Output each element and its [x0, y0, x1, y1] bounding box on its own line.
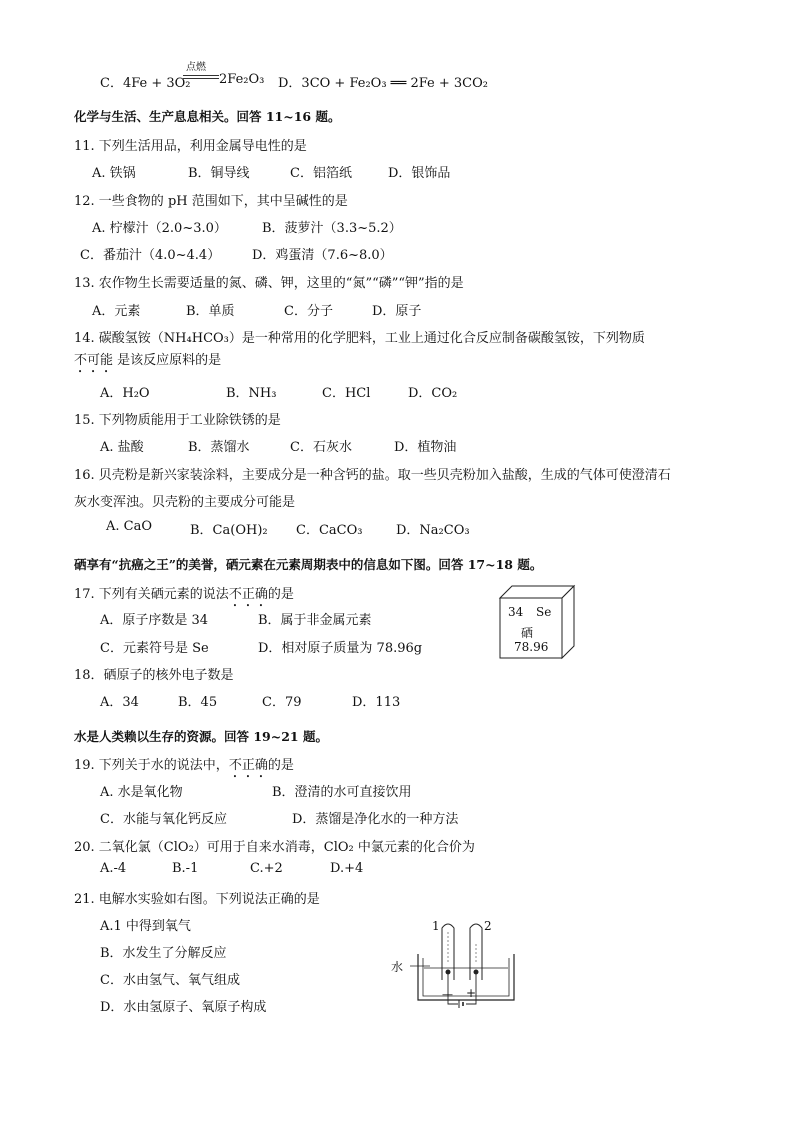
- tube-1-label: 1: [432, 919, 440, 933]
- question-15-option-a: A. 盐酸: [100, 440, 144, 455]
- question-14-stem-line1: 14. 碳酸氢铵（NH₄HCO₃）是一种常用的化学肥料，工业上通过化合反应制备碳酸氢铵，下列物质: [74, 331, 645, 346]
- question-19-stem-c: 的是: [267, 758, 294, 773]
- tube-2-label: 2: [484, 919, 492, 933]
- question-21-stem: 21. 电解水实验如右图。下列说法正确的是: [74, 892, 320, 907]
- question-12-option-a: A. 柠檬汁（2.0~3.0）: [92, 221, 227, 236]
- equation-c-products: 2Fe₂O₃: [219, 72, 265, 87]
- question-15-stem: 15. 下列物质能用于工业除铁锈的是: [74, 413, 281, 428]
- question-20-option-d: D.+4: [330, 861, 364, 876]
- question-19-stem-a: 19. 下列关于水的说法中，: [74, 758, 229, 773]
- question-21-option-b: B．水发生了分解反应: [100, 946, 227, 961]
- question-16-option-c: C．CaCO₃: [296, 523, 363, 538]
- question-16-stem-line1: 16. 贝壳粉是新兴家装涂料，主要成分是一种含钙的盐。取一些贝壳粉加入盐酸，生成的气体可使澄清石: [74, 468, 671, 483]
- question-18-option-a: A．34: [100, 695, 139, 710]
- question-15-option-c: C．石灰水: [290, 440, 352, 455]
- question-18-option-d: D．113: [352, 695, 401, 710]
- question-18-option-c: C．79: [262, 695, 302, 710]
- question-16-stem-line2: 灰水变浑浊。贝壳粉的主要成分可能是: [74, 495, 296, 510]
- question-20-option-c: C.+2: [250, 861, 283, 876]
- question-17-stem-a: 17. 下列有关硒元素的说法: [74, 587, 229, 602]
- plus-label: +: [466, 986, 477, 1000]
- question-13-option-a: A．元素: [92, 304, 141, 319]
- question-11-option-a: A. 铁锅: [92, 166, 136, 181]
- question-16-option-d: D．Na₂CO₃: [396, 523, 470, 538]
- equation-arrow-line: [183, 75, 219, 76]
- question-12-option-b: B．菠萝汁（3.3~5.2）: [262, 221, 402, 236]
- question-13-option-d: D．原子: [372, 304, 422, 319]
- element-name: 硒: [521, 626, 534, 640]
- question-14-stem-tail: 是该反应原料的是: [113, 353, 222, 368]
- emphasis-not-correct: 不正确: [228, 587, 268, 602]
- equation-arrow-line-2: [183, 78, 219, 79]
- question-14-option-c: C．HCl: [322, 386, 371, 401]
- question-15-option-d: D．植物油: [394, 440, 457, 455]
- question-21-option-a: A.1 中得到氧气: [100, 919, 191, 934]
- section-heading-3: 水是人类赖以生存的资源。回答 19~21 题。: [74, 729, 328, 744]
- question-13-stem: 13. 农作物生长需要适量的氮、磷、钾，这里的“氮”“磷”“钾”指的是: [74, 276, 464, 291]
- question-15-option-b: B．蒸馏水: [188, 440, 250, 455]
- question-12-option-c: C．番茄汁（4.0~4.4）: [80, 248, 221, 263]
- question-14-option-b: B．NH₃: [226, 386, 277, 401]
- question-19-option-a: A. 水是氧化物: [100, 785, 183, 800]
- question-13-option-b: B．单质: [186, 304, 235, 319]
- question-19-option-b: B．澄清的水可直接饮用: [272, 785, 412, 800]
- question-18-stem: 18．硒原子的核外电子数是: [74, 668, 234, 683]
- question-11-option-d: D．银饰品: [388, 166, 451, 181]
- question-20-stem: 20. 二氧化氯（ClO₂）可用于自来水消毒，ClO₂ 中氯元素的化合价为: [74, 840, 475, 855]
- question-11-option-c: C．铝箔纸: [290, 166, 352, 181]
- equation-c: [100, 72, 191, 91]
- question-20-option-b: B.-1: [172, 861, 199, 876]
- equation-condition: 点燃: [186, 62, 206, 73]
- question-16-option-a: A. CaO: [106, 519, 153, 534]
- question-11-option-b: B．铜导线: [188, 166, 250, 181]
- question-13-option-c: C．分子: [284, 304, 333, 319]
- element-atomic-number: 34: [508, 605, 524, 619]
- question-12-option-d: D．鸡蛋清（7.6~8.0）: [252, 248, 393, 263]
- question-17-option-d: D．相对原子质量为 78.96g: [258, 641, 423, 656]
- element-mass: 78.96: [514, 640, 549, 654]
- equation-d: D．3CO + Fe₂O₃ ══ 2Fe + 3CO₂: [278, 76, 488, 91]
- emphasis-not-correct-19: 不正确: [228, 758, 268, 773]
- question-19-stem: [74, 754, 294, 781]
- question-20-option-a: A.-4: [100, 861, 127, 876]
- question-21-option-d: D．水由氢原子、氧原子构成: [100, 1000, 267, 1015]
- question-14-stem-line2: [74, 349, 221, 376]
- emphasis-not-possible: 不可能: [74, 353, 114, 368]
- question-19-option-d: D．蒸馏是净化水的一种方法: [292, 812, 459, 827]
- question-16-option-b: B．Ca(OH)₂: [190, 523, 268, 538]
- question-17-stem-c: 的是: [267, 587, 294, 602]
- question-17-option-a: A．原子序数是 34: [100, 613, 209, 628]
- minus-label: —: [442, 988, 453, 1001]
- section-heading-2: 硒享有“抗癌之王”的美誉，硒元素在元素周期表中的信息如下图。回答 17~18 题。: [74, 557, 543, 572]
- water-label: 水: [391, 960, 404, 974]
- question-17-stem: [74, 583, 294, 610]
- equation-c-reactants: C．4Fe + 3O₂: [100, 76, 191, 91]
- question-19-option-c: C．水能与氧化钙反应: [100, 812, 227, 827]
- question-17-option-b: B．属于非金属元素: [258, 613, 372, 628]
- question-11-stem: 11. 下列生活用品，利用金属导电性的是: [74, 139, 307, 154]
- question-21-option-c: C．水由氢气、氧气组成: [100, 973, 240, 988]
- question-14-option-d: D．CO₂: [408, 386, 458, 401]
- section-heading-1: 化学与生活、生产息息相关。回答 11~16 题。: [74, 109, 341, 124]
- element-symbol: Se: [536, 605, 552, 619]
- question-18-option-b: B．45: [178, 695, 218, 710]
- question-14-option-a: A．H₂O: [100, 386, 150, 401]
- question-12-stem: 12. 一些食物的 pH 范围如下，其中呈碱性的是: [74, 194, 348, 209]
- question-17-option-c: C．元素符号是 Se: [100, 641, 209, 656]
